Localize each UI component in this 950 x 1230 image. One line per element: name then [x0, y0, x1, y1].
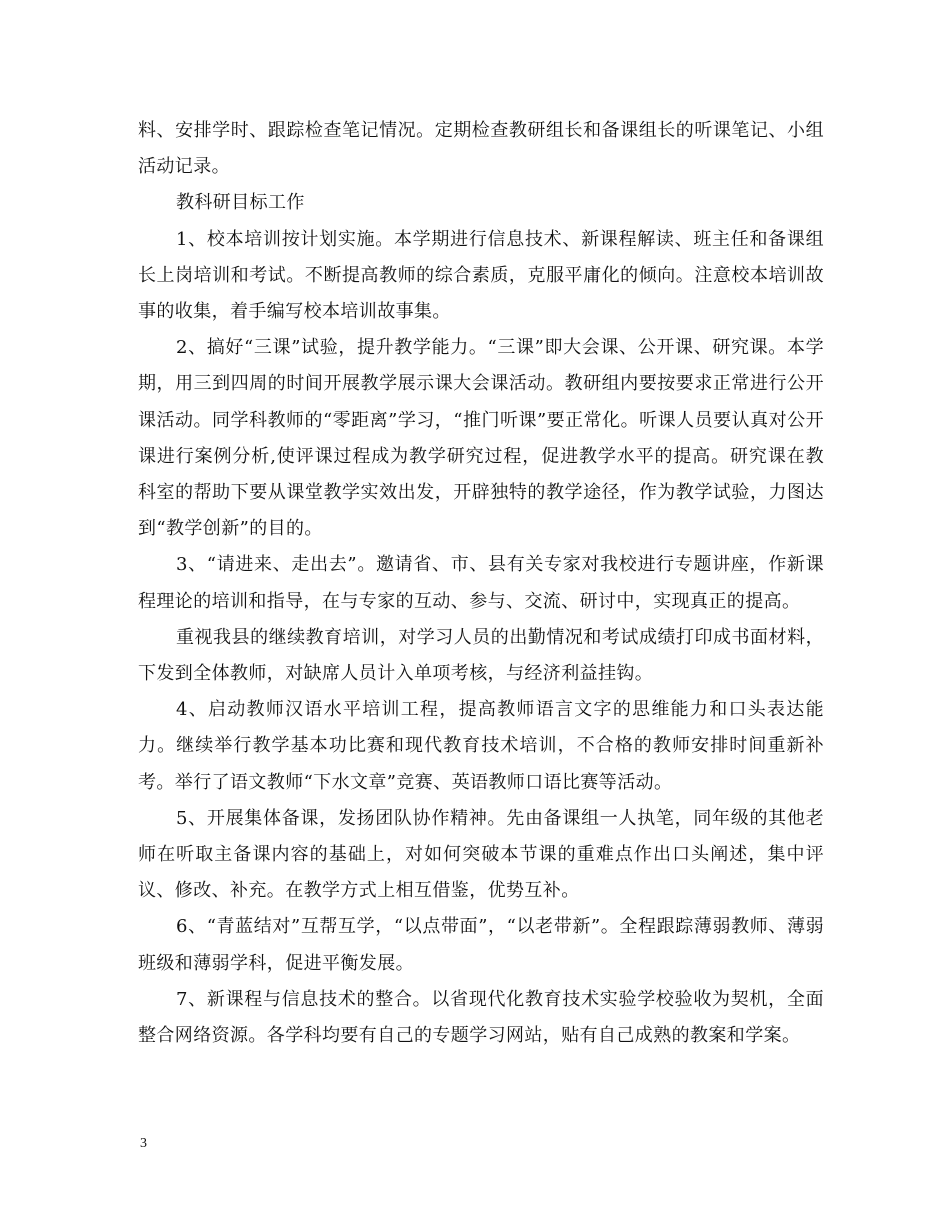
paragraph-item-3: 3、“请进来、走出去”。邀请省、市、县有关专家对我校进行专题讲座，作新课程理论的培训和指导，在与专家的互动、参与、交流、研讨中，实现真正的提高。	[138, 554, 824, 612]
paragraph-continuation: 料、安排学时、跟踪检查笔记情况。定期检查教研组长和备课组长的听课笔记、小组活动记录。	[138, 120, 824, 178]
paragraph-item-6: 6、“青蓝结对”互帮互学，“以点带面”，“以老带新”。全程跟踪薄弱教师、薄弱班级和薄弱学科，促进平衡发展。	[138, 916, 824, 974]
paragraph-item-4: 4、启动教师汉语水平培训工程，提高教师语言文字的思维能力和口头表达能力。继续举行教学基本功比赛和现代教育技术培训，不合格的教师安排时间重新补考。举行了语文教师“下水文章”竞赛、英语教师口语比赛等活动。	[138, 699, 824, 793]
paragraph-item-2: 2、搞好“三课”试验，提升教学能力。“三课”即大会课、公开课、研究课。本学期，用三到四周的时间开展教学展示课大会课活动。教研组内要按要求正常进行公开课活动。同学科教师的“零距离”学习，“推门听课”要正常化。听课人员要认真对公开课进行案例分析,使评课过程成为教学研究过程，促进教学水平的提高。研究课在教科室的帮助下要从课堂教学实效出发，开辟独特的教学途径，作为教学试验，力图达到“教学创新”的目的。	[138, 337, 824, 540]
paragraph-item-1: 1、校本培训按计划实施。本学期进行信息技术、新课程解读、班主任和备课组长上岗培训和考试。不断提高教师的综合素质，克服平庸化的倾向。注意校本培训故事的收集，着手编写校本培训故事集。	[138, 228, 824, 323]
document-body	[138, 113, 824, 1054]
paragraph-item-7: 7、新课程与信息技术的整合。以省现代化教育技术实验学校验收为契机，全面整合网络资源。各学科均要有自己的专题学习网站，贴有自己成熟的教案和学案。	[138, 988, 824, 1047]
paragraph-item-5: 5、开展集体备课，发扬团队协作精神。先由备课组一人执笔，同年级的其他老师在听取主备课内容的基础上，对如何突破本节课的重难点作出口头阐述，集中评议、修改、补充。在教学方式上相互借鉴，优势互补。	[138, 807, 824, 902]
section-heading: 教科研目标工作	[176, 192, 305, 214]
paragraph-continuing-education: 重视我县的继续教育培训，对学习人员的出勤情况和考试成绩打印成书面材料，下发到全体教师，对缺席人员计入单项考核，与经济利益挂钩。	[138, 626, 824, 685]
page-number: 3	[140, 1136, 147, 1151]
